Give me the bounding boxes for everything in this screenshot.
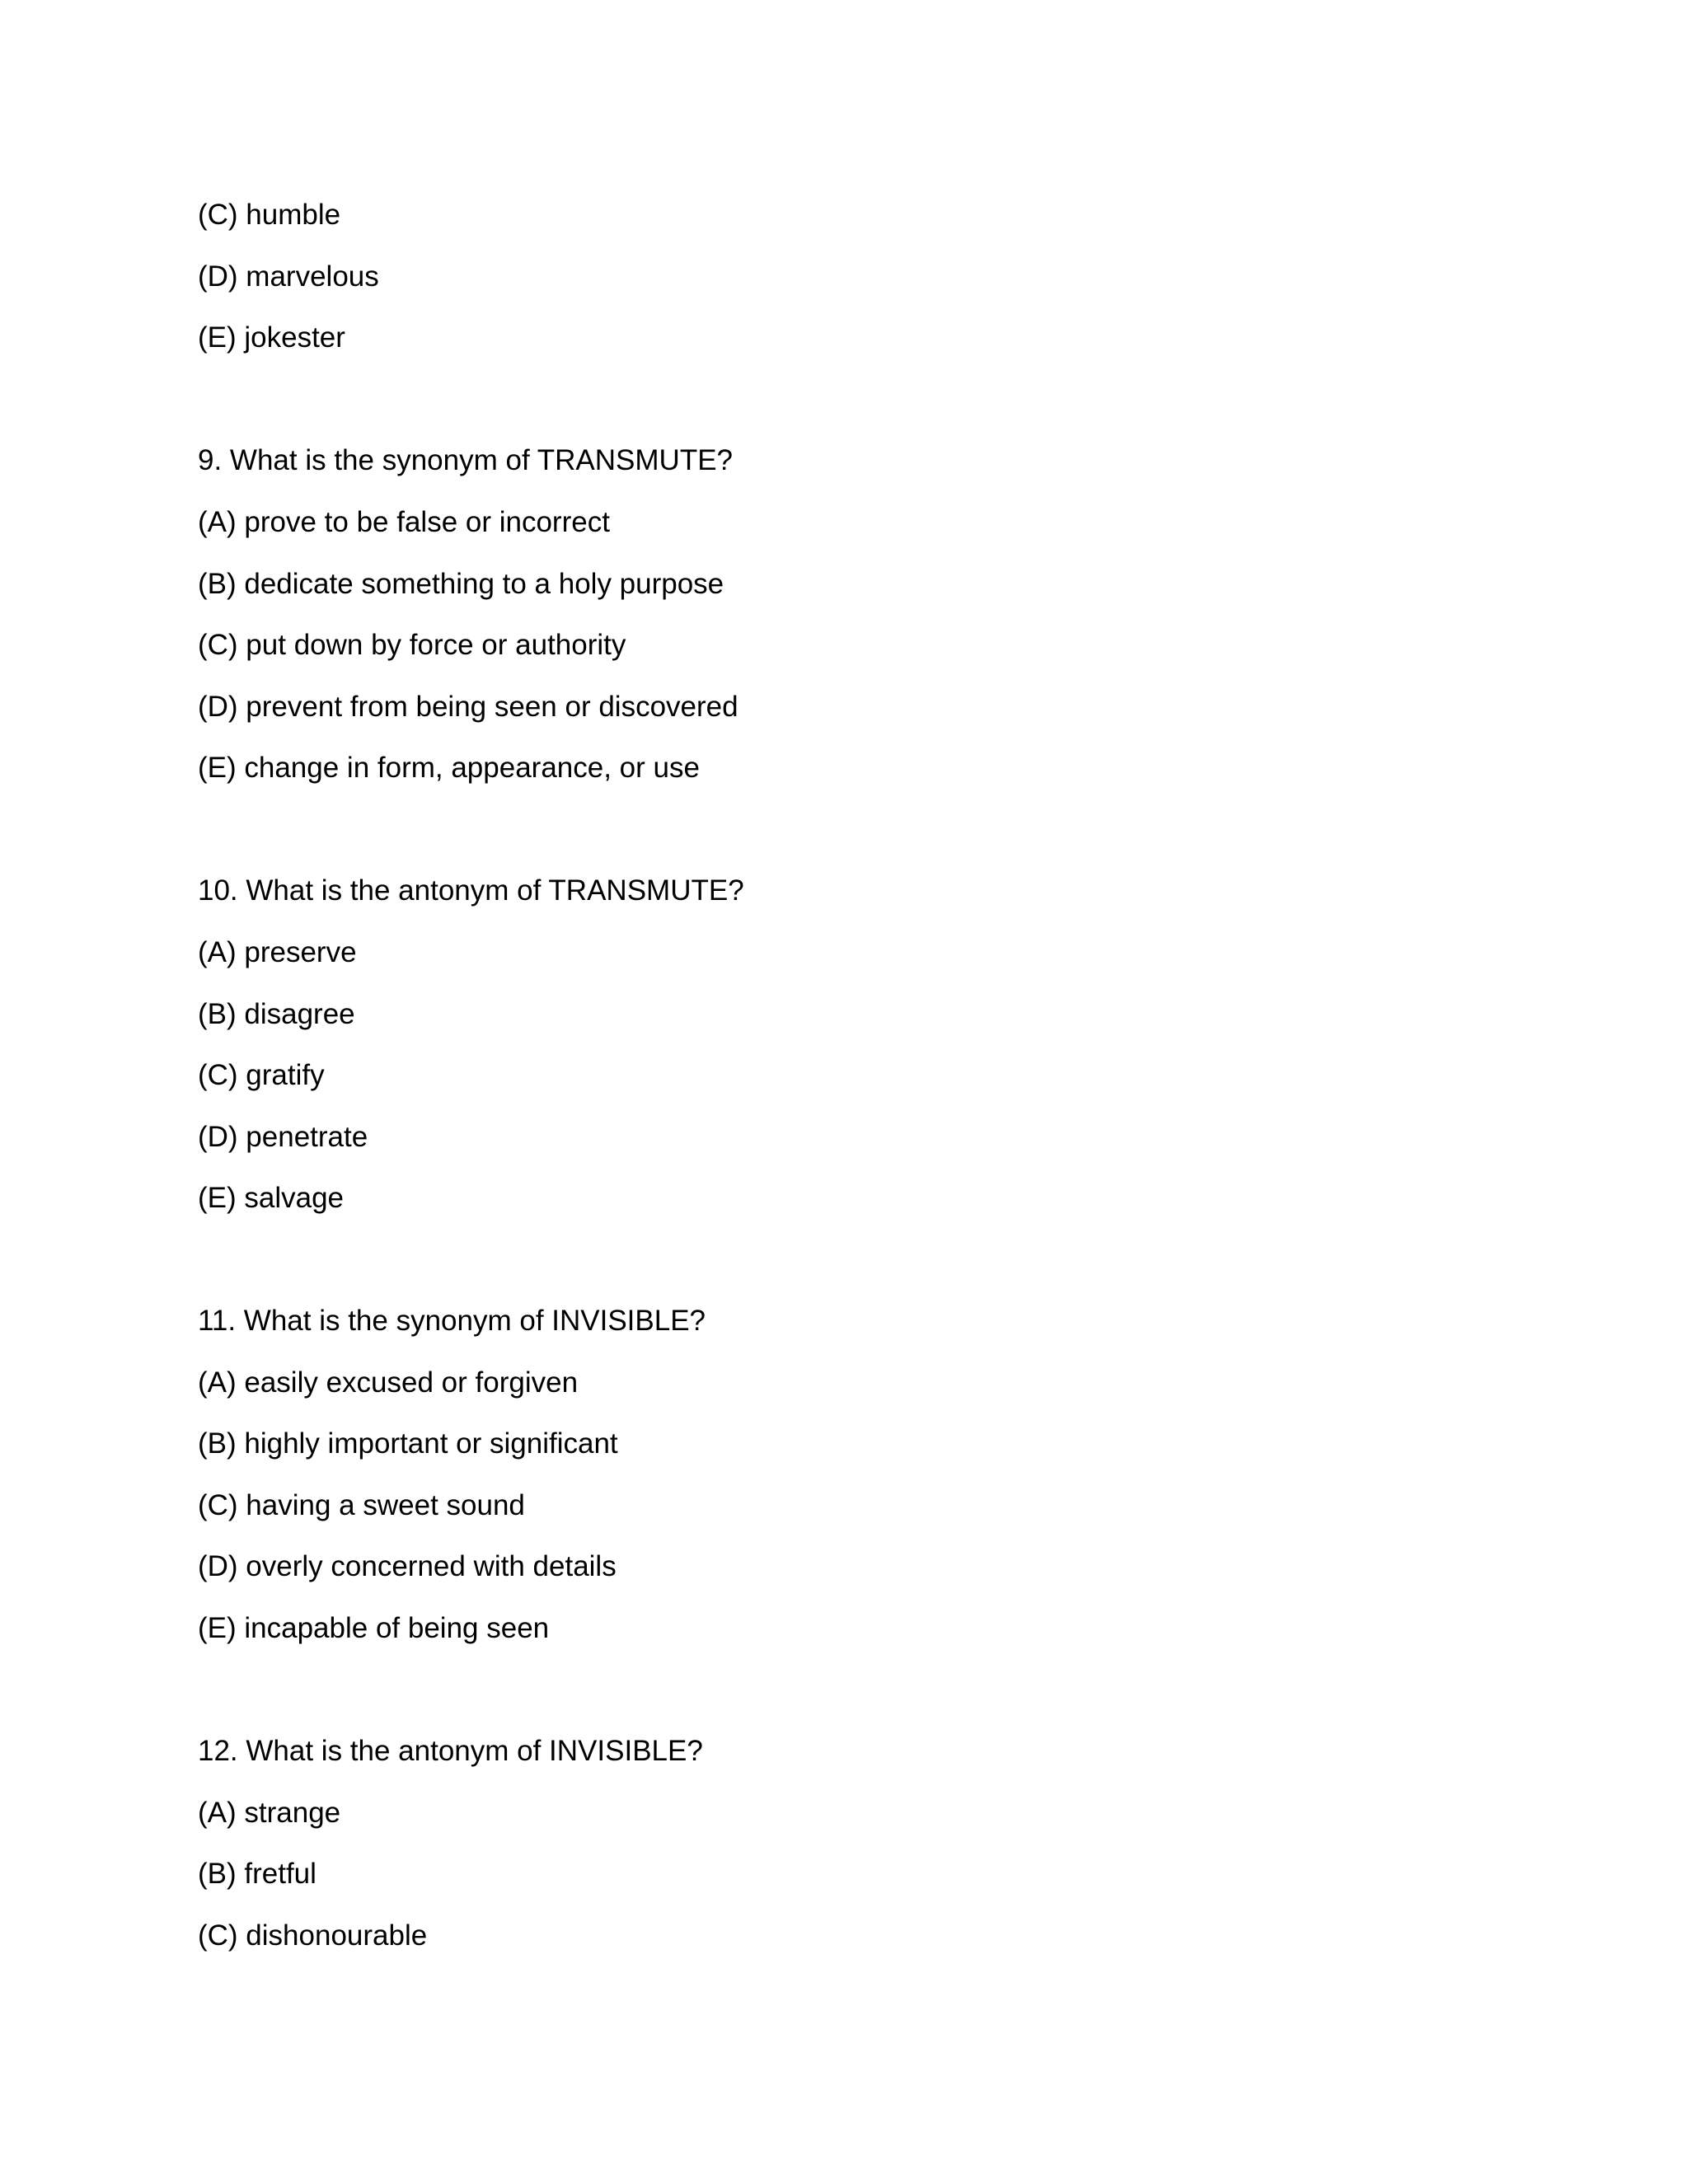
option-9-d: (D) prevent from being seen or discovered <box>198 691 738 723</box>
question-11-prompt: 11. What is the synonym of INVISIBLE? <box>198 1305 706 1337</box>
option-11-a: (A) easily excused or forgiven <box>198 1366 579 1399</box>
option-12-c: (C) dishonourable <box>198 1919 428 1952</box>
option-8-d: (D) marvelous <box>198 260 379 293</box>
option-8-c: (C) humble <box>198 199 341 231</box>
question-10-prompt: 10. What is the antonym of TRANSMUTE? <box>198 874 744 907</box>
option-9-e: (E) change in form, appearance, or use <box>198 752 700 784</box>
option-12-b: (B) fretful <box>198 1858 316 1890</box>
option-10-a: (A) preserve <box>198 936 357 968</box>
option-10-e: (E) salvage <box>198 1182 345 1214</box>
option-10-b: (B) disagree <box>198 998 355 1030</box>
option-11-e: (E) incapable of being seen <box>198 1612 550 1644</box>
option-12-a: (A) strange <box>198 1797 341 1829</box>
option-10-c: (C) gratify <box>198 1059 325 1091</box>
question-9-prompt: 9. What is the synonym of TRANSMUTE? <box>198 444 734 476</box>
option-8-e: (E) jokester <box>198 321 345 354</box>
option-11-b: (B) highly important or significant <box>198 1427 618 1460</box>
option-9-a: (A) prove to be false or incorrect <box>198 506 610 538</box>
option-10-d: (D) penetrate <box>198 1121 368 1153</box>
question-12-prompt: 12. What is the antonym of INVISIBLE? <box>198 1735 703 1767</box>
option-11-c: (C) having a sweet sound <box>198 1489 525 1521</box>
option-9-c: (C) put down by force or authority <box>198 629 626 661</box>
option-9-b: (B) dedicate something to a holy purpose <box>198 568 724 600</box>
option-11-d: (D) overly concerned with details <box>198 1550 617 1582</box>
